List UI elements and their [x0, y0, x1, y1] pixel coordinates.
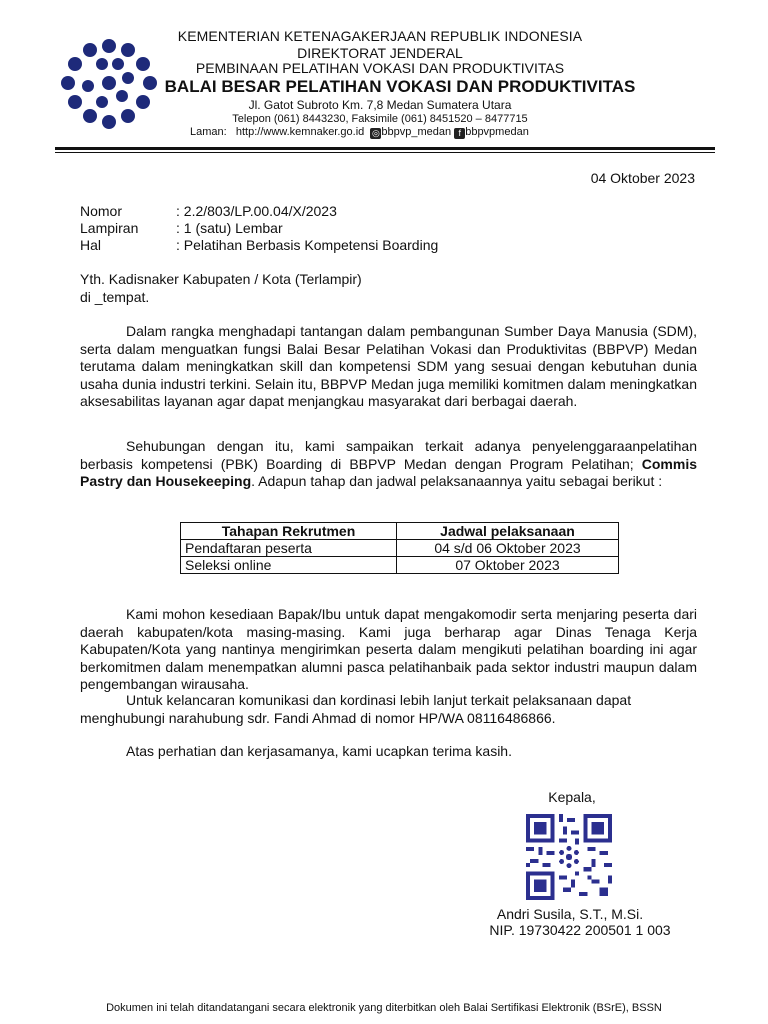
letter-date: 04 Oktober 2023 — [590, 170, 695, 186]
recipient-line2: di _tempat. — [80, 289, 150, 305]
phone-fax: Telepon (061) 8443230, Faksimile (061) 8451520 – 8477715 — [232, 113, 528, 125]
table-header: Tahapan Rekrutmen — [181, 523, 397, 540]
contact-line — [190, 126, 590, 139]
nomor-label: Nomor — [80, 203, 123, 219]
table-cell: 04 s/d 06 Oktober 2023 — [397, 540, 619, 557]
table-cell: 07 Oktober 2023 — [397, 557, 619, 574]
instagram-handle[interactable]: bbpvp_medan — [381, 126, 452, 138]
facebook-handle[interactable]: bbpvpmedan — [465, 126, 529, 138]
program-name: Commis Pastry dan Housekeeping — [80, 455, 697, 489]
table-row — [181, 557, 619, 574]
recipient-line1: Yth. Kadisnaker Kabupaten / Kota (Terlampir) — [80, 271, 362, 287]
table-row — [181, 540, 619, 557]
table-header-row — [181, 523, 619, 540]
table-header: Jadwal pelaksanaan — [397, 523, 619, 540]
instagram-icon: ◎ — [371, 128, 380, 138]
table-cell: Seleksi online — [181, 557, 397, 574]
table-cell: Pendaftaran peserta — [181, 540, 397, 557]
letterhead-divider-thick — [55, 147, 715, 150]
signature-qr-code — [526, 814, 612, 900]
meta-lampiran — [80, 220, 283, 236]
institution-name: BALAI BESAR PELATIHAN VOKASI DAN PRODUKTIVITAS — [164, 77, 636, 96]
signatory-name: Andri Susila, S.T., M.Si. — [496, 906, 644, 922]
paragraph-2-outro: . Adapun tahap dan jadwal pelaksanaannya yaitu sebagai berikut : — [251, 473, 663, 489]
paragraph-2 — [80, 438, 697, 491]
directorate: DIREKTORAT JENDERAL — [297, 45, 463, 61]
hal-label: Hal — [80, 237, 102, 253]
address: Jl. Gatot Subroto Km. 7,8 Medan Sumatera Utara — [248, 98, 512, 112]
paragraph-1: Dalam rangka menghadapi tantangan dalam pembangunan Sumber Daya Manusia (SDM), serta dalam menguatkan fungsi Balai Besar Pelatihan Vokasi dan Produktivitas (BBPVP) Medan terutama dalam meningkatkan skill dan kompetensi SDM yang sesuai dengan kebutuhan dunia usaha dunia industri terkini. Selain itu, BBPVP Medan juga memiliki komitmen dalam meningkatkan aksesabilitas layanan agar dapat menjangkau masyarakat dari berbagai daerah. — [80, 323, 697, 409]
lampiran-value: : 1 (satu) Lembar — [176, 220, 283, 236]
signature-title: Kepala, — [548, 789, 596, 805]
paragraph-2-intro: Sehubungan dengan itu, kami sampaikan terkait adanya penyelenggaraanpelatihan berbasis kompetensi (PBK) Boarding di BBPVP Medan dengan Program Pelatihan; — [80, 438, 697, 472]
facebook-icon: f — [454, 128, 465, 139]
paragraph-3: Kami mohon kesediaan Bapak/Ibu untuk dapat mengakomodir serta menjaring peserta dari daerah kabupaten/kota masing-masing. Kami juga berharap agar Dinas Tenaga Kerja Kabupaten/Kota yang nantinya mengirimkan peserta dalam mengikuti pelatihan boarding ini agar berkomitmen dalam menempatkan alumni pasca pelatihanbaik pada sektor industri maupun dalam pengembangan wirausaha. — [80, 606, 697, 692]
meta-nomor — [80, 203, 337, 219]
letterhead-divider-thin — [55, 152, 715, 153]
meta-hal — [80, 237, 438, 253]
closing-remark: Atas perhatian dan kerjasamanya, kami ucapkan terima kasih. — [126, 743, 512, 759]
recruitment-schedule-table — [180, 522, 619, 574]
paragraph-4: Untuk kelancaran komunikasi dan kordinasi lebih lanjut terkait pelaksanaan dapat menghubungi narahubung sdr. Fandi Ahmad di nomor HP/WA 08116486866. — [80, 692, 632, 726]
signatory-nip: NIP. 19730422 200501 1 003 — [489, 922, 671, 938]
web-url[interactable]: http://www.kemnaker.go.id — [235, 126, 365, 138]
nomor-value: : 2.2/803/LP.00.04/X/2023 — [176, 203, 337, 219]
ministry-name: KEMENTERIAN KETENAGAKERJAAN REPUBLIK INDONESIA — [177, 28, 583, 44]
lampiran-label: Lampiran — [80, 220, 139, 236]
e-signature-footer: Dokumen ini telah ditandatangani secara elektronik yang diterbitkan oleh Balai Sertifikasi Elektronik (BSrE), BSSN — [106, 1002, 662, 1014]
web-label: Laman: — [190, 126, 227, 138]
directorate-unit: PEMBINAAN PELATIHAN VOKASI DAN PRODUKTIVITAS — [195, 60, 565, 76]
hal-value: : Pelatihan Berbasis Kompetensi Boarding — [176, 237, 439, 253]
